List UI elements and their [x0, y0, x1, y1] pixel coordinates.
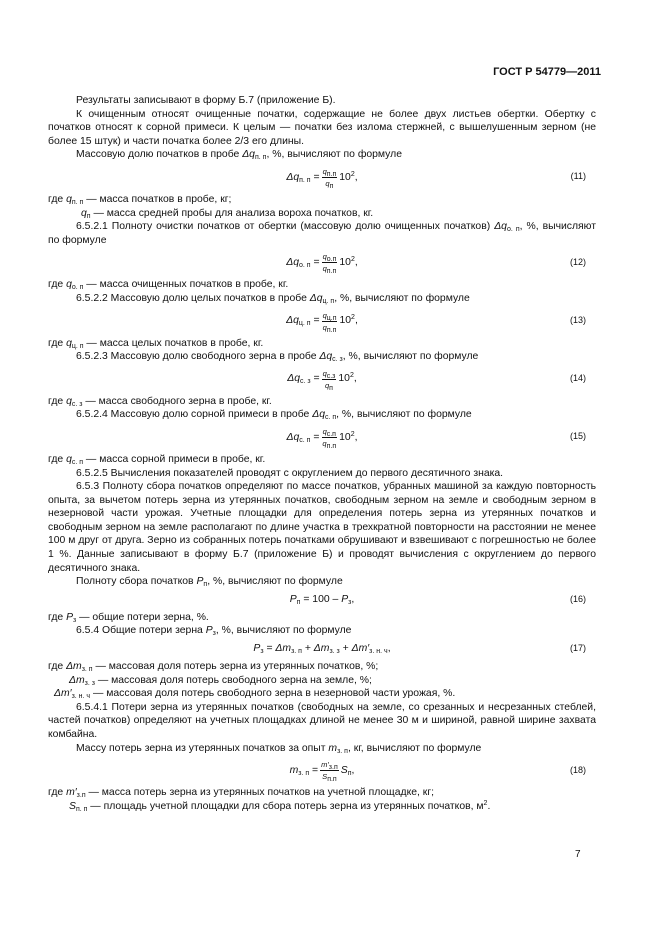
- definition: где $q_{с. п}$ — масса сорной примеси в пробе, кг.: [48, 453, 266, 466]
- definition: $q_п$ — масса средней пробы для анализа вороха початков, кг.: [81, 207, 374, 220]
- fraction: $\frac{q_{с.п}}{q_{п.п}}$: [322, 426, 337, 450]
- definition: где $q_{с. з}$ — масса свободного зерна в пробе, кг.: [48, 395, 272, 408]
- formula-18: $m_{з. п}$ = $\frac{m'_{з.п}}{S_{п.п}}$ $S_п$, (18): [289, 760, 586, 784]
- equation-number: (17): [569, 643, 586, 654]
- definition: $S_{п. п}$ — площадь учетной площадки для сбора потерь зерна из утерянных початков, $м^2$.: [69, 799, 491, 813]
- formula-11: $\Delta q_{п. п}$ = $\frac{q_{п.п}}{q_п}$ $10^2$, (11): [286, 166, 586, 190]
- definition: $\Delta m'_{з. н. ч}$ — массовая доля потерь свободного зерна в незерновой части урожая, %.: [54, 688, 456, 701]
- fraction: $\frac{m'_{з.п}}{S_{п.п}}$: [321, 760, 338, 784]
- definition: где $\Delta m_{з. п}$ — массовая доля потерь зерна из утерянных початков, %;: [48, 661, 379, 674]
- fraction: $\frac{q_{о.п}}{q_{п.п}}$: [322, 252, 337, 276]
- formula-13: $\Delta q_{ц. п}$ = $\frac{q_{ц.п}}{q_{п.п}}$ $10^2$, (13): [286, 310, 586, 334]
- definition: где $m'_{з.п}$ — масса потерь зерна из утерянных початков на учетной площадке, кг;: [48, 787, 435, 800]
- formula-16: $P_п = 100 - P_з$, (16): [289, 594, 586, 607]
- document-body: [48, 94, 596, 813]
- paragraph: Массовую долю початков в пробе $\Delta q_{п. п}$, %, вычисляют по формуле: [76, 149, 402, 162]
- formula-17: $P_з = \Delta m_{з. п} + \Delta m_{з. з} + \Delta m'_{з. н. ч}$, (17): [253, 643, 586, 656]
- paragraph: 6.5.2.2 Массовую долю целых початков в пробе $\Delta q_{ц. п}$, %, вычисляют по формуле: [76, 292, 470, 305]
- paragraph: 6.5.4.1 Потери зерна из утерянных початков (свободных на земле, со срезанных и несрезанных стеблей, частей початков) определяют на учетных площадках длиной не менее 30 м и шириной, равной ширине захвата комбайна.: [48, 701, 596, 740]
- equation-number: (14): [569, 373, 586, 384]
- paragraph: К очищенным относят очищенные початки, содержащие не более двух листьев обертки. Обертку с початков относят к сорной примеси. К целым — початки без излома стержней, с вышелушенным зерном (не более 15 штук) и части початка более 2/3 его длины.: [48, 108, 596, 147]
- equation-number: (15): [569, 431, 586, 442]
- paragraph: 6.5.2.3 Массовую долю свободного зерна в пробе $\Delta q_{с. з}$, %, вычисляют по формуле: [76, 351, 479, 364]
- fraction: $\frac{q_{с.з}}{q_п}$: [322, 368, 336, 392]
- paragraph: 6.5.2.1 Полноту очистки початков от обертки (массовую долю очищенных початков) $\Delta q_{о. п}$, %, вычисляют по формуле: [48, 221, 596, 246]
- equation-number: (16): [569, 594, 586, 605]
- formula-15: $\Delta q_{с. п}$ = $\frac{q_{с.п}}{q_{п.п}}$ $10^2$, (15): [286, 426, 586, 450]
- fraction: $\frac{q_{ц.п}}{q_{п.п}}$: [322, 310, 337, 334]
- paragraph: Результаты записывают в форму Б.7 (приложение Б).: [76, 95, 336, 106]
- equation-number: (13): [569, 315, 586, 326]
- page-number: 7: [575, 849, 581, 860]
- formula-14: $\Delta q_{с. з}$ = $\frac{q_{с.з}}{q_п}$ $10^2$, (14): [287, 368, 586, 392]
- paragraph: 6.5.2.4 Массовую долю сорной примеси в пробе $\Delta q_{с. п}$, %, вычисляют по формуле: [76, 409, 472, 422]
- paragraph: 6.5.3 Полноту сбора початков определяют по массе початков, убранных машиной за каждую повторность опыта, за вычетом потерь зерна из утерянных початков, свободным зерном на земле и свободным зерном в незерновой части урожая. Учетные площадки для определения потерь зерна из утерянных початков и свободным зерном на земле располагают по длине участка в трехкратной повторности на расстоянии не менее 100 м друг от друга. Зерно из собранных потерь початками обрушивают и взвешивают с погрешностью не более 1 %. Данные записывают в форму Б.7 (приложение Б) и проводят вычисления с округлением до первого десятичного знака.: [48, 481, 596, 574]
- formula-12: $\Delta q_{о. п}$ = $\frac{q_{о.п}}{q_{п.п}}$ $10^2$, (12): [286, 252, 586, 276]
- definition: $\Delta m_{з. з}$ — массовая доля потерь свободного зерна на земле, %;: [69, 674, 372, 687]
- definition: где $q_{ц. п}$ — масса целых початков в пробе, кг.: [48, 337, 264, 350]
- fraction: $\frac{q_{п.п}}{q_п}$: [322, 166, 337, 190]
- equation-number: (11): [570, 171, 586, 182]
- definition: где $P_з$ — общие потери зерна, %.: [48, 611, 209, 624]
- paragraph: 6.5.4 Общие потери зерна $P_з$, %, вычисляют по формуле: [76, 625, 352, 638]
- definition: где $q_{п. п}$ — масса початков в пробе, кг;: [48, 193, 232, 206]
- paragraph: Полноту сбора початков $P_п$, %, вычисляют по формуле: [76, 576, 343, 589]
- document-header: ГОСТ Р 54779—2011: [493, 66, 601, 78]
- definition: где $q_{о. п}$ — масса очищенных початков в пробе, кг.: [48, 279, 289, 292]
- paragraph: 6.5.2.5 Вычисления показателей проводят с округлением до первого десятичного знака.: [76, 467, 504, 479]
- equation-number: (18): [569, 764, 586, 775]
- equation-number: (12): [569, 257, 586, 268]
- paragraph: Массу потерь зерна из утерянных початков за опыт $m_{з. п}$, кг, вычисляют по формуле: [76, 742, 482, 755]
